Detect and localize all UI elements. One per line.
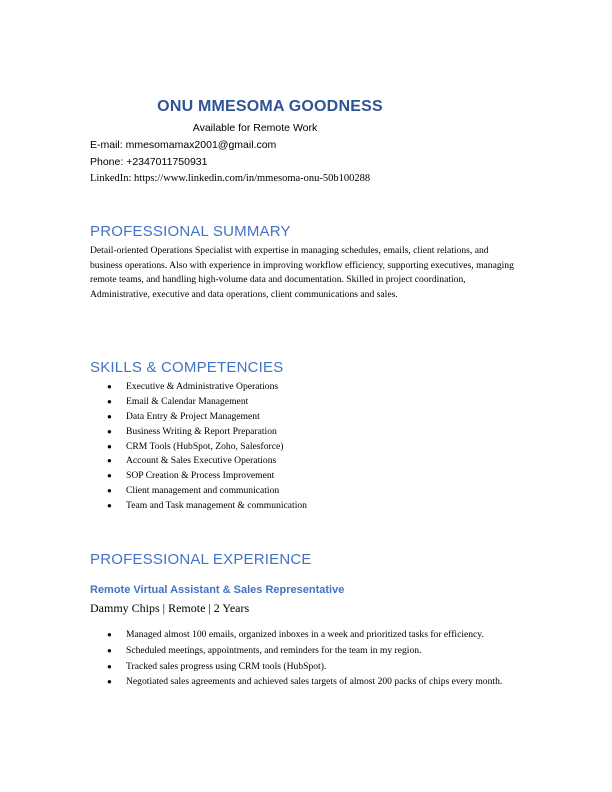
experience-text: Scheduled meetings, appointments, and reminders for the team in my region.: [126, 644, 422, 656]
list-item: [107, 454, 546, 469]
bullet-icon: ●: [107, 456, 112, 466]
skill-text: Team and Task management & communication: [126, 500, 307, 512]
list-item: [107, 628, 526, 642]
contact-phone: Phone: +2347011750931: [90, 156, 208, 168]
experience-text: Tracked sales progress using CRM tools (HubSpot).: [126, 660, 327, 672]
list-item: [107, 484, 546, 499]
experience-text: Managed almost 100 emails, organized inboxes in a week and prioritized tasks for efficiency.: [126, 629, 484, 640]
bullet-icon: ●: [107, 441, 112, 451]
list-item: [107, 395, 546, 410]
list-item: [107, 499, 546, 514]
skill-text: Email & Calendar Management: [126, 395, 249, 407]
list-item: [107, 425, 546, 440]
bullet-icon: ●: [107, 411, 112, 421]
list-item: [107, 660, 526, 674]
bullet-icon: ●: [107, 471, 112, 481]
list-item: [107, 410, 546, 425]
bullet-icon: ●: [107, 426, 112, 436]
skill-text: Executive & Administrative Operations: [126, 381, 279, 392]
bullet-icon: ●: [107, 501, 112, 511]
bullet-icon: ●: [107, 661, 112, 671]
skill-text: Data Entry & Project Management: [126, 410, 260, 422]
list-item: [107, 675, 526, 689]
list-item: [107, 440, 546, 455]
summary-text: Detail-oriented Operations Specialist with expertise in managing schedules, emails, client relations, and business operations. Also with experience in improving workflow efficiency, supporting executives, managing remote teams, and handling high-volume data and documentation. Skilled in project coordination, Administrative, executive and data operations, client communications and sales.: [90, 245, 514, 300]
list-item: [107, 644, 526, 658]
skill-text: Client management and communication: [126, 485, 280, 497]
skill-text: Account & Sales Executive Operations: [126, 455, 277, 467]
summary-heading: PROFESSIONAL SUMMARY: [90, 223, 291, 240]
contact-linkedin: LinkedIn: https://www.linkedin.com/in/mmesoma-onu-50b100288: [90, 173, 371, 184]
bullet-icon: ●: [107, 396, 112, 406]
skills-heading: SKILLS & COMPETENCIES: [90, 359, 284, 376]
skill-text: SOP Creation & Process Improvement: [126, 470, 275, 482]
bullet-icon: ●: [107, 486, 112, 496]
bullet-icon: ●: [107, 382, 112, 391]
experience-text: Negotiated sales agreements and achieved sales targets of almost 200 packs of chips every month.: [126, 676, 503, 688]
bullet-icon: ●: [107, 645, 112, 655]
availability-note: Available for Remote Work: [192, 122, 318, 134]
skill-text: CRM Tools (HubSpot, Zoho, Salesforce): [126, 440, 284, 452]
experience-list: [107, 628, 526, 691]
experience-heading: PROFESSIONAL EXPERIENCE: [90, 551, 312, 568]
skill-text: Business Writing & Report Preparation: [126, 425, 277, 437]
candidate-name: ONU MMESOMA GOODNESS: [157, 98, 383, 115]
list-item: [107, 380, 546, 395]
skills-list: [107, 380, 546, 514]
list-item: [107, 469, 546, 484]
job-role: Remote Virtual Assistant & Sales Representative: [90, 584, 345, 596]
bullet-icon: ●: [107, 630, 112, 639]
contact-email: E-mail: mmesomamax2001@gmail.com: [90, 139, 277, 151]
job-company: Dammy Chips | Remote | 2 Years: [90, 601, 250, 615]
bullet-icon: ●: [107, 677, 112, 687]
